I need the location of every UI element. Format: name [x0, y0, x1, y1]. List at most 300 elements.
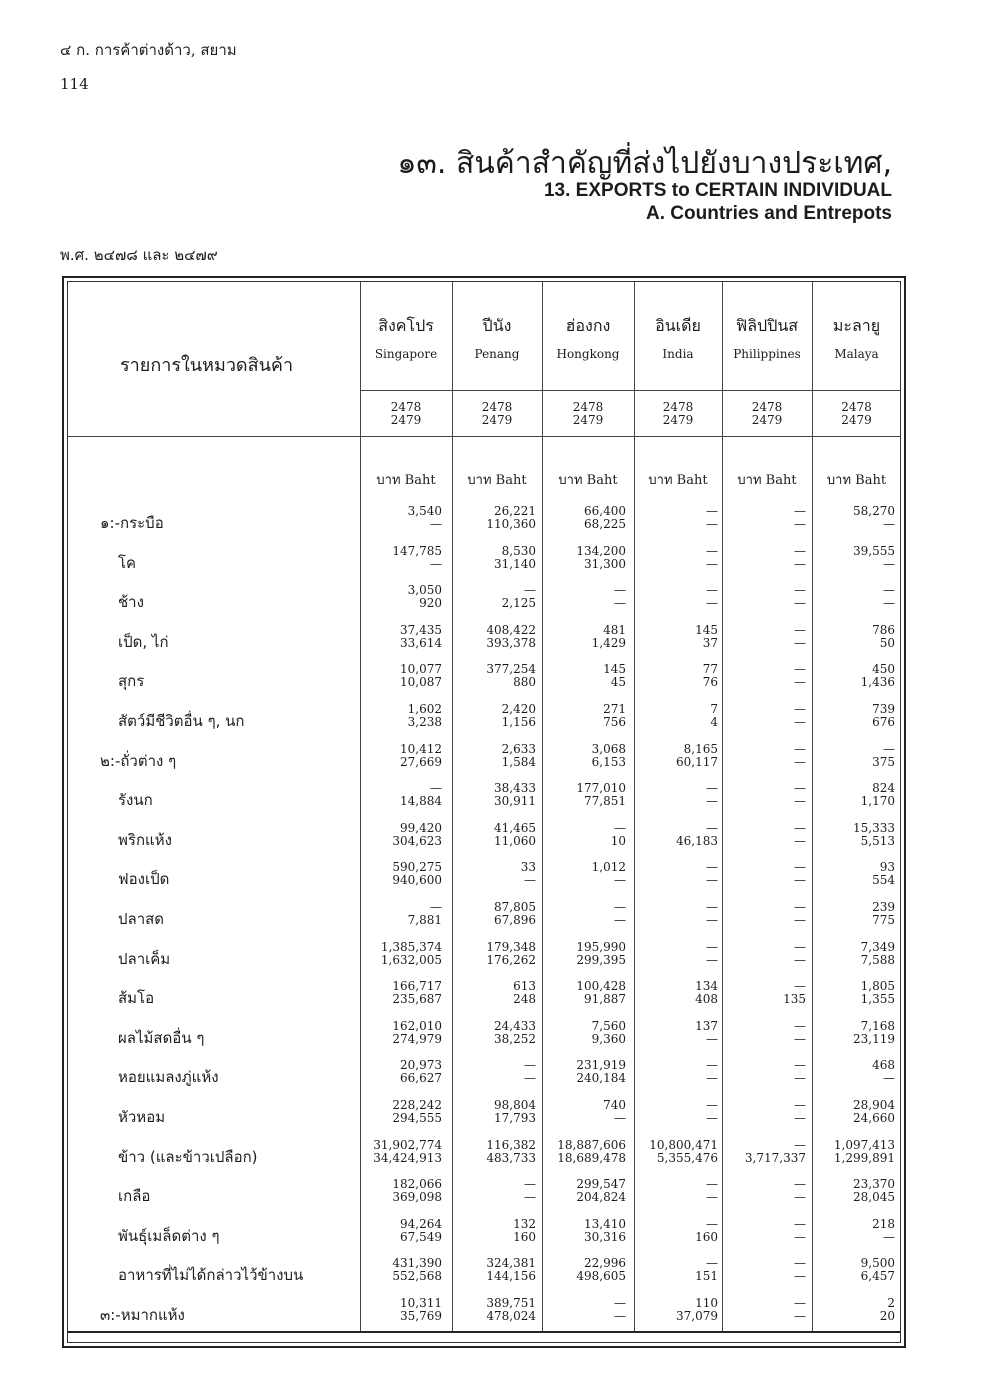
table-cell-2479: 3,238: [407, 715, 442, 729]
table-cell-2479: 144,156: [486, 1269, 536, 1284]
table-cell-2479: —: [706, 913, 718, 927]
table-cell-2478: 23,370: [853, 1177, 895, 1192]
table-cell-2479: —: [794, 1111, 806, 1125]
table-cell-2479: 1,355: [860, 992, 895, 1007]
table-cell-2478: 39,555: [853, 543, 895, 558]
row-label: โค: [118, 553, 137, 572]
table-cell-2478: 28,904: [853, 1098, 895, 1112]
table-cell-2479: 17,793: [494, 1111, 536, 1125]
column-header-thai: ปีนัง: [482, 316, 512, 335]
table-cell-2479: 1,429: [591, 635, 626, 650]
table-cell-2479: 393,378: [486, 635, 536, 650]
table-cell-2479: —: [794, 517, 806, 531]
column-header-english: Hongkong: [556, 347, 620, 361]
table-cell-2479: —: [706, 952, 718, 967]
table-cell-2478: 450: [872, 662, 895, 677]
column-header-thai: สิงคโปร: [378, 316, 434, 335]
table-cell-2478: 33: [520, 860, 536, 875]
table-cell-2479: —: [706, 1190, 718, 1205]
table-cell-2479: 248: [513, 992, 536, 1007]
table-cell-2478: 408,422: [486, 622, 536, 637]
table-cell-2479: —: [706, 1031, 718, 1046]
table-cell-2478: 134: [695, 979, 718, 994]
table-cell-2478: 239: [872, 900, 895, 914]
row-label: รังนก: [118, 791, 153, 810]
table-cell-2479: 1,170: [860, 794, 895, 809]
column-unit: บาท Baht: [648, 473, 708, 488]
table-cell-2478: 162,010: [392, 1018, 442, 1033]
table-cell-2479: 37,079: [676, 1309, 718, 1323]
table-cell-2479: 135: [783, 992, 806, 1007]
table-cell-2479: —: [794, 1071, 806, 1086]
table-cell-2479: 7,881: [407, 913, 442, 927]
table-cell-2479: 294,555: [392, 1111, 442, 1125]
table-cell-2478: 389,751: [486, 1296, 536, 1310]
table-cell-2478: —: [706, 820, 718, 835]
table-cell-2478: 231,919: [576, 1058, 626, 1073]
table-cell-2478: 195,990: [576, 939, 626, 954]
table-cell-2478: —: [794, 622, 806, 637]
row-label: ส้มโอ: [118, 989, 155, 1008]
table-cell-2479: 160: [695, 1229, 718, 1244]
row-label: เป็ด, ไก่: [118, 632, 169, 651]
column-year-2: 2479: [751, 413, 783, 427]
table-cell-2479: 50: [879, 635, 895, 650]
table-cell-2479: 7,588: [860, 952, 895, 967]
table-cell-2479: —: [430, 556, 442, 571]
column-header-english: Singapore: [374, 347, 438, 361]
row-label: เกลือ: [118, 1187, 151, 1206]
row-label: ข้าว (และข้าวเปลือก): [118, 1147, 258, 1166]
table-cell-2479: —: [794, 596, 806, 611]
table-cell-2478: —: [883, 583, 895, 598]
table-cell-2479: 68,225: [584, 517, 626, 531]
table-cell-2479: 6,153: [591, 754, 626, 769]
table-cell-2479: —: [614, 596, 626, 611]
row-label: พันธุ์เมล็ดต่าง ๆ: [118, 1226, 220, 1245]
table-cell-2479: —: [794, 873, 806, 888]
table-cell-2478: —: [524, 1177, 536, 1192]
row-label: ๓:-หมากแห้ง: [100, 1306, 185, 1324]
table-cell-2478: —: [430, 900, 442, 914]
table-cell-2479: 1,299,891: [833, 1150, 895, 1165]
row-label: ช้าง: [118, 593, 144, 612]
table-cell-2479: 240,184: [576, 1071, 626, 1086]
table-cell-2478: 1,805: [860, 979, 895, 994]
column-header-english: India: [662, 347, 694, 361]
table-cell-2479: —: [614, 1309, 626, 1323]
title-thai: ๑๓. สินค้าสำคัญที่ส่งไปยังบางประเทศ,: [397, 146, 892, 181]
table-cell-2478: 137: [695, 1018, 718, 1033]
table-cell-2478: —: [794, 583, 806, 598]
table-cell-2479: —: [706, 1111, 718, 1125]
table-cell-2479: —: [794, 635, 806, 650]
table-cell-2478: —: [706, 900, 718, 914]
table-cell-2479: —: [794, 1190, 806, 1205]
table-cell-2478: 377,254: [486, 662, 536, 677]
table-cell-2478: 271: [603, 702, 626, 716]
table-cell-2478: 3,068: [591, 741, 626, 756]
table-cell-2478: —: [706, 1177, 718, 1192]
table-cell-2479: 11,060: [494, 833, 536, 848]
table-cell-2479: 151: [695, 1269, 718, 1284]
table-cell-2479: 30,316: [584, 1229, 626, 1244]
column-year-2: 2479: [572, 413, 604, 427]
column-year-2: 2479: [481, 413, 513, 427]
column-unit: บาท Baht: [376, 473, 436, 488]
table-frame-inner: [67, 281, 901, 1343]
table-cell-2478: —: [794, 1137, 806, 1152]
table-cell-2479: 76: [702, 675, 718, 690]
table-cell-2478: 3,540: [407, 504, 442, 518]
col-sep-6: [812, 281, 813, 1331]
table-cell-2478: 786: [872, 622, 895, 637]
table-cell-2478: 20,973: [400, 1058, 442, 1073]
column-header-thai: ฟิลิปปินส: [735, 316, 799, 335]
table-cell-2479: —: [524, 1071, 536, 1086]
table-cell-2478: 93: [879, 860, 895, 875]
table-cell-2478: 9,500: [860, 1256, 895, 1271]
table-cell-2478: 613: [513, 979, 536, 994]
table-cell-2478: 10,412: [400, 741, 442, 756]
row-label: สุกร: [118, 672, 145, 691]
table-cell-2479: 20: [879, 1309, 895, 1323]
table-cell-2478: 179,348: [486, 939, 536, 954]
table-cell-2479: 274,979: [392, 1031, 442, 1046]
table-cell-2478: —: [524, 583, 536, 598]
table-cell-2478: 26,221: [494, 504, 536, 518]
table-cell-2479: —: [883, 556, 895, 571]
table-cell-2478: 299,547: [576, 1177, 626, 1192]
table-cell-2479: 31,300: [584, 556, 626, 571]
table-cell-2479: —: [706, 873, 718, 888]
table-cell-2479: 478,024: [486, 1309, 536, 1323]
table-cell-2478: 41,465: [494, 820, 536, 835]
table-cell-2479: —: [794, 715, 806, 729]
column-year-1: 2478: [662, 400, 694, 414]
table-cell-2478: 24,433: [494, 1018, 536, 1033]
table-cell-2478: 1,602: [407, 702, 442, 716]
table-cell-2478: 1,385,374: [380, 939, 442, 954]
table-cell-2479: 775: [872, 913, 895, 927]
table-cell-2479: —: [706, 517, 718, 531]
table-cell-2478: 145: [603, 662, 626, 677]
table-cell-2478: —: [706, 543, 718, 558]
table-cell-2478: 31,902,774: [373, 1137, 442, 1152]
table-cell-2479: 1,436: [860, 675, 895, 690]
col-sep-2: [452, 281, 453, 1331]
table-cell-2478: —: [706, 781, 718, 796]
table-cell-2479: —: [524, 1190, 536, 1205]
table-cell-2479: —: [794, 794, 806, 809]
title-english-line1: 13. EXPORTS to CERTAIN INDIVIDUAL: [543, 180, 892, 201]
row-label: ปลาเค็ม: [118, 949, 171, 968]
table-cell-2479: 24,660: [853, 1111, 895, 1125]
table-cell-2478: —: [794, 1058, 806, 1073]
row-label: ๑:-กระบือ: [100, 514, 164, 532]
table-cell-2478: 218: [872, 1216, 895, 1231]
column-unit: บาท Baht: [558, 473, 618, 488]
table-cell-2479: —: [883, 1229, 895, 1244]
table-cell-2478: 431,390: [392, 1256, 442, 1271]
table-cell-2478: 100,428: [576, 979, 626, 994]
running-header: ๔ ก. การค้าต่างด้าว, สยาม: [60, 41, 237, 59]
table-cell-2478: 77: [702, 662, 718, 677]
table-cell-2478: 740: [603, 1098, 626, 1112]
row-label: อาหารที่ไม่ได้กล่าวไว้ข้างบน: [118, 1266, 304, 1285]
table-cell-2478: —: [706, 1256, 718, 1271]
column-year-2: 2479: [662, 413, 694, 427]
table-cell-2479: —: [794, 833, 806, 848]
table-cell-2478: 3,050: [407, 583, 442, 598]
table-cell-2478: 18,887,606: [557, 1137, 626, 1152]
table-cell-2478: —: [794, 1216, 806, 1231]
table-cell-2478: 7,560: [591, 1018, 626, 1033]
table-cell-2478: 99,420: [400, 820, 442, 835]
table-cell-2479: 204,824: [576, 1190, 626, 1205]
table-cell-2478: 10,800,471: [649, 1137, 718, 1152]
table-cell-2478: 8,530: [501, 543, 536, 558]
table-cell-2478: 134,200: [576, 543, 626, 558]
table-cell-2479: 28,045: [853, 1190, 895, 1205]
table-cell-2478: 7,349: [860, 939, 895, 954]
table-cell-2479: —: [794, 913, 806, 927]
table-cell-2479: 60,117: [676, 754, 718, 769]
table-cell-2478: 590,275: [392, 860, 442, 875]
table-cell-2479: 756: [603, 715, 626, 729]
table-cell-2478: 13,410: [584, 1216, 626, 1231]
table-cell-2478: —: [614, 583, 626, 598]
table-cell-2478: 324,381: [486, 1256, 536, 1271]
column-header-english: Philippines: [733, 347, 801, 361]
table-cell-2478: —: [794, 860, 806, 875]
table-cell-2479: 176,262: [486, 952, 536, 967]
table-cell-2479: 304,623: [392, 833, 442, 848]
table-cell-2479: 299,395: [576, 952, 626, 967]
table-cell-2479: —: [794, 754, 806, 769]
column-year-1: 2478: [841, 400, 872, 414]
table-cell-2478: —: [614, 820, 626, 835]
row-label: หอยแมลงภู่แห้ง: [118, 1068, 219, 1087]
table-cell-2479: 6,457: [860, 1269, 895, 1284]
table-cell-2479: —: [794, 675, 806, 690]
table-cell-2479: 45: [610, 675, 626, 690]
table-cell-2478: 481: [603, 622, 626, 637]
table-cell-2479: 38,252: [494, 1031, 536, 1046]
table-cell-2479: —: [706, 556, 718, 571]
table-cell-2479: 35,769: [400, 1309, 442, 1323]
table-cell-2479: 1,632,005: [380, 952, 442, 967]
table-cell-2479: 77,851: [584, 794, 626, 809]
table-cell-2479: —: [706, 1071, 718, 1086]
table-cell-2478: 8,165: [683, 741, 718, 756]
table-cell-2478: —: [706, 504, 718, 518]
table-cell-2479: 9,360: [591, 1031, 626, 1046]
table-cell-2478: —: [706, 1098, 718, 1112]
table-cell-2479: 10,087: [400, 675, 442, 690]
table-cell-2479: 552,568: [392, 1269, 442, 1284]
table-cell-2479: 14,884: [400, 794, 442, 809]
row-label: สัตว์มีชีวิตอื่น ๆ, นก: [118, 712, 245, 730]
column-header-thai: ฮ่องกง: [565, 316, 611, 335]
header-rule-bottom: [67, 436, 901, 437]
col-sep-3: [542, 281, 543, 1331]
table-cell-2479: 2,125: [501, 596, 536, 611]
table-cell-2478: 94,264: [400, 1216, 442, 1231]
table-cell-2478: —: [794, 781, 806, 796]
column-year-1: 2478: [751, 400, 783, 414]
table-cell-2478: 37,435: [400, 622, 442, 637]
table-cell-2479: 3,717,337: [744, 1150, 806, 1165]
table-cell-2478: 166,717: [392, 979, 442, 994]
table-cell-2479: 33,614: [400, 635, 442, 650]
column-header-english: Malaya: [834, 347, 879, 361]
stub-header: รายการในหมวดสินค้า: [120, 355, 294, 376]
table-cell-2478: 824: [872, 781, 895, 796]
column-year-2: 2479: [841, 413, 872, 427]
table-cell-2478: 2: [887, 1296, 895, 1310]
table-cell-2479: 10: [610, 833, 626, 848]
column-unit: บาท Baht: [826, 473, 887, 488]
table-cell-2478: 98,804: [494, 1098, 536, 1112]
table-cell-2478: 58,270: [853, 504, 895, 518]
table-cell-2478: 87,805: [494, 900, 536, 914]
row-label: ผลไม้สดอื่น ๆ: [118, 1028, 205, 1047]
table-cell-2479: 66,627: [400, 1071, 442, 1086]
table-cell-2478: 145: [695, 622, 718, 637]
table-cell-2478: —: [706, 860, 718, 875]
table-cell-2478: —: [794, 702, 806, 716]
row-label: พริกแห้ง: [118, 830, 172, 849]
table-cell-2479: 483,733: [486, 1150, 536, 1165]
table-cell-2478: —: [794, 820, 806, 835]
table-cell-2478: —: [794, 939, 806, 954]
table-cell-2478: 468: [872, 1058, 895, 1073]
table-cell-2479: 940,600: [392, 873, 442, 888]
table-bottom-rule: [67, 1331, 901, 1333]
table-cell-2479: —: [614, 1111, 626, 1125]
table-cell-2479: 4: [710, 715, 718, 729]
column-unit: บาท Baht: [737, 473, 797, 488]
table-cell-2479: —: [706, 794, 718, 809]
table-cell-2479: —: [883, 596, 895, 611]
table-cell-2478: 7,168: [860, 1018, 895, 1033]
table-cell-2478: 38,433: [494, 781, 536, 796]
column-year-2: 2479: [390, 413, 422, 427]
table-cell-2478: 66,400: [584, 504, 626, 518]
table-cell-2478: 110: [695, 1296, 718, 1310]
column-unit: บาท Baht: [467, 473, 527, 488]
row-label: ฟองเป็ด: [118, 870, 170, 889]
table-cell-2479: 408: [695, 992, 718, 1007]
table-cell-2479: 37: [702, 635, 718, 650]
table-cell-2478: —: [794, 1256, 806, 1271]
table-cell-2478: 116,382: [486, 1137, 536, 1152]
column-header-english: Penang: [474, 347, 520, 361]
table-cell-2479: 1,584: [501, 754, 536, 769]
table-cell-2478: 147,785: [392, 543, 442, 558]
table-cell-2479: 30,911: [494, 794, 536, 809]
table-cell-2478: 10,311: [400, 1296, 442, 1310]
period-label: พ.ศ. ๒๔๗๘ และ ๒๔๗๙: [60, 246, 218, 264]
table-cell-2478: —: [794, 1018, 806, 1033]
table-cell-2479: 110,360: [486, 517, 536, 531]
table-cell-2478: —: [706, 1058, 718, 1073]
column-year-1: 2478: [572, 400, 604, 414]
table-cell-2478: 228,242: [392, 1098, 442, 1112]
table-cell-2478: 182,066: [392, 1177, 442, 1192]
table-cell-2479: 67,549: [400, 1229, 442, 1244]
table-cell-2478: —: [614, 900, 626, 914]
table-cell-2478: —: [524, 1058, 536, 1073]
col-sep-1: [360, 281, 361, 1331]
table-cell-2479: 160: [513, 1229, 536, 1244]
table-cell-2479: —: [794, 1031, 806, 1046]
table-cell-2479: 498,605: [576, 1269, 626, 1284]
table-cell-2479: 91,887: [584, 992, 626, 1007]
table-cell-2479: —: [883, 1071, 895, 1086]
table-cell-2478: —: [706, 583, 718, 598]
table-cell-2478: 177,010: [576, 781, 626, 796]
table-cell-2478: —: [794, 543, 806, 558]
table-cell-2479: 554: [872, 873, 895, 888]
table-cell-2478: —: [794, 900, 806, 914]
table-cell-2479: —: [524, 873, 536, 888]
row-label: ปลาสด: [118, 910, 165, 928]
table-cell-2479: —: [794, 952, 806, 967]
column-year-1: 2478: [481, 400, 513, 414]
table-cell-2479: 23,119: [853, 1031, 895, 1046]
table-cell-2478: 10,077: [400, 662, 442, 677]
table-cell-2478: 15,333: [853, 820, 895, 835]
table-cell-2478: —: [706, 939, 718, 954]
table-cell-2479: —: [430, 517, 442, 531]
table-cell-2478: —: [883, 741, 895, 756]
table-cell-2479: —: [614, 913, 626, 927]
table-cell-2479: 5,355,476: [656, 1150, 718, 1165]
col-sep-4: [634, 281, 635, 1331]
table-cell-2478: 1,012: [591, 860, 626, 875]
col-sep-5: [722, 281, 723, 1331]
table-cell-2478: 739: [872, 702, 895, 716]
table-cell-2479: —: [794, 1269, 806, 1284]
table-cell-2478: —: [794, 1296, 806, 1310]
table-cell-2479: 18,689,478: [557, 1150, 626, 1165]
table-cell-2478: —: [794, 979, 806, 994]
table-cell-2478: 2,420: [501, 702, 536, 716]
table-cell-2478: —: [794, 741, 806, 756]
table-cell-2479: 235,687: [392, 992, 442, 1007]
table-cell-2478: —: [430, 781, 442, 796]
table-cell-2479: —: [614, 873, 626, 888]
table-cell-2478: —: [794, 504, 806, 518]
table-cell-2478: 22,996: [584, 1256, 626, 1271]
table-cell-2478: 132: [513, 1216, 536, 1231]
table-cell-2479: —: [883, 517, 895, 531]
table-cell-2479: 27,669: [400, 754, 442, 769]
table-cell-2478: 2,633: [501, 741, 536, 756]
table-cell-2479: 31,140: [494, 556, 536, 571]
table-cell-2479: —: [794, 1229, 806, 1244]
table-cell-2479: 880: [513, 675, 536, 690]
header-rule-years: [360, 390, 901, 391]
page-number: 114: [60, 75, 89, 93]
table-cell-2479: 920: [419, 596, 442, 611]
column-header-thai: มะลายู: [832, 316, 881, 335]
table-cell-2479: 676: [872, 715, 895, 729]
table-cell-2479: 375: [872, 754, 895, 769]
table-cell-2478: 1,097,413: [833, 1137, 895, 1152]
